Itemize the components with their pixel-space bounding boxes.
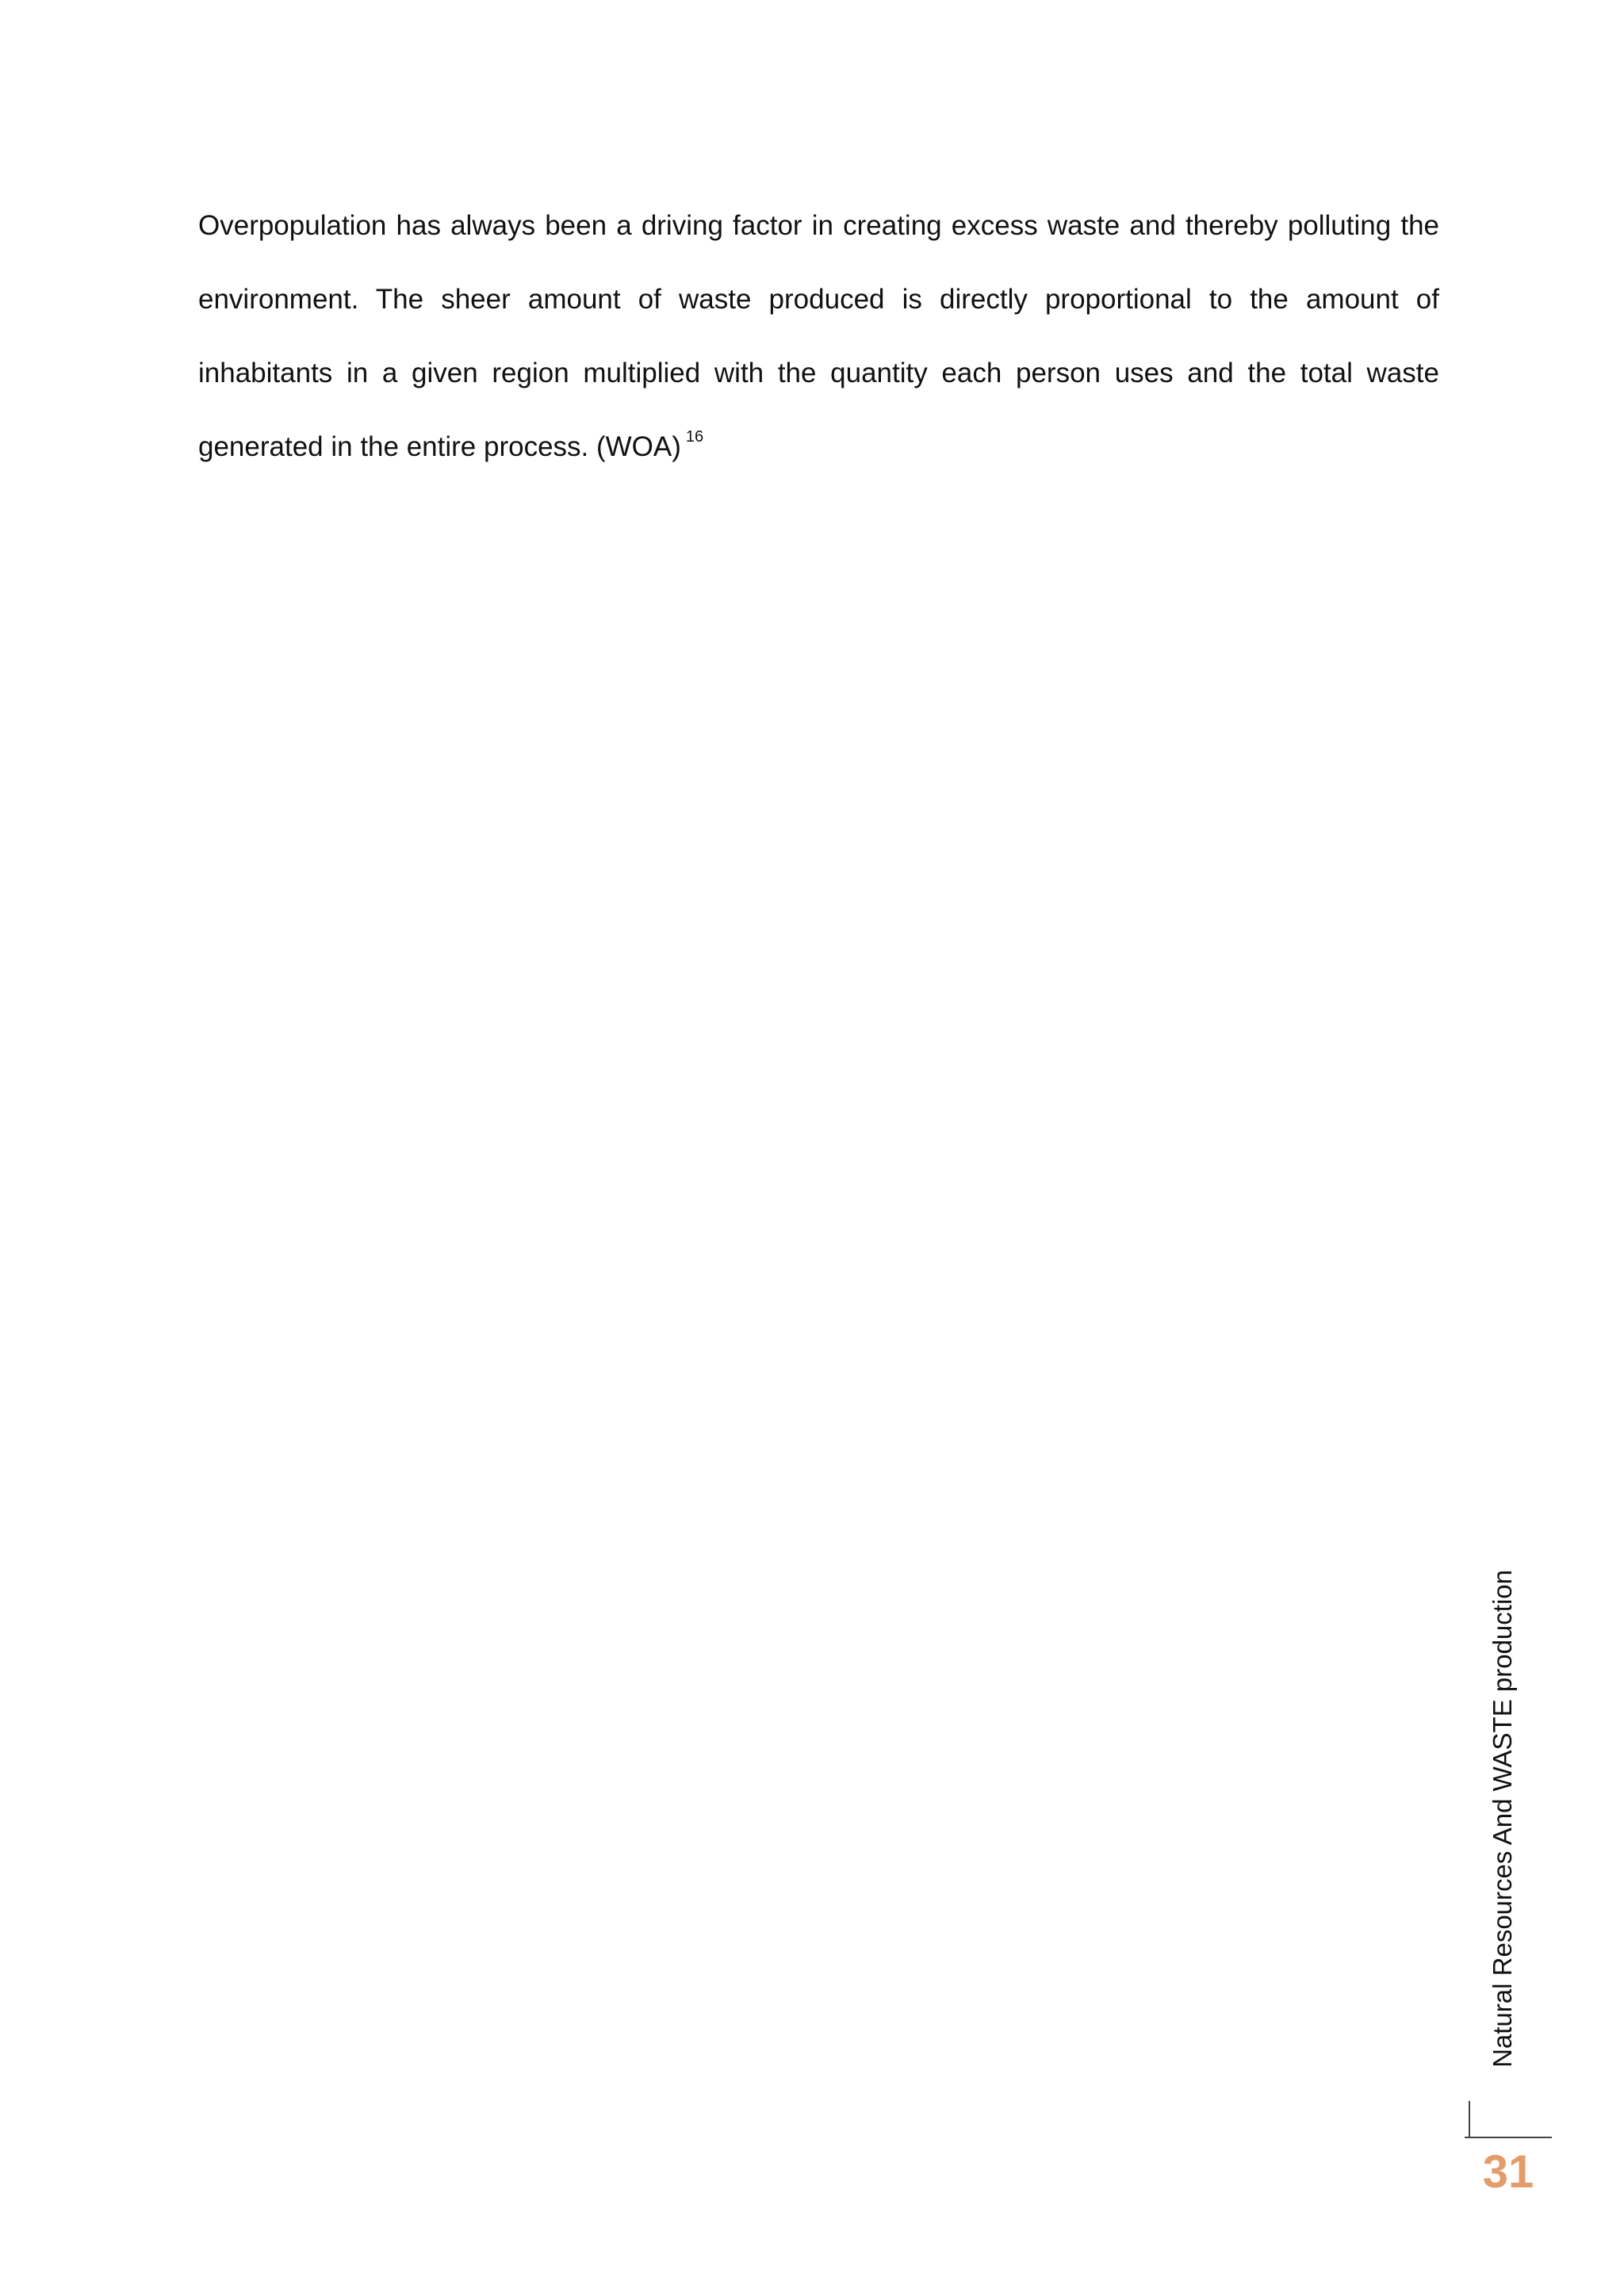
footer-divider-vertical: [1469, 2101, 1470, 2137]
page-number: 31: [1482, 2146, 1534, 2198]
footnote-reference: 16: [685, 428, 704, 446]
body-paragraph: [198, 189, 1439, 484]
paragraph-text: Overpopulation has always been a driving factor in creating excess waste and thereby polluting the environment. The sheer amount of waste produced is directly proportional to the amount of inhabitants in a given region multiplied with the quantity each person uses and the total waste generated in the entire process. (WOA): [198, 210, 1439, 462]
running-title: Natural Resources And WASTE production: [1488, 1570, 1517, 2068]
footer-divider: [1465, 2137, 1552, 2138]
